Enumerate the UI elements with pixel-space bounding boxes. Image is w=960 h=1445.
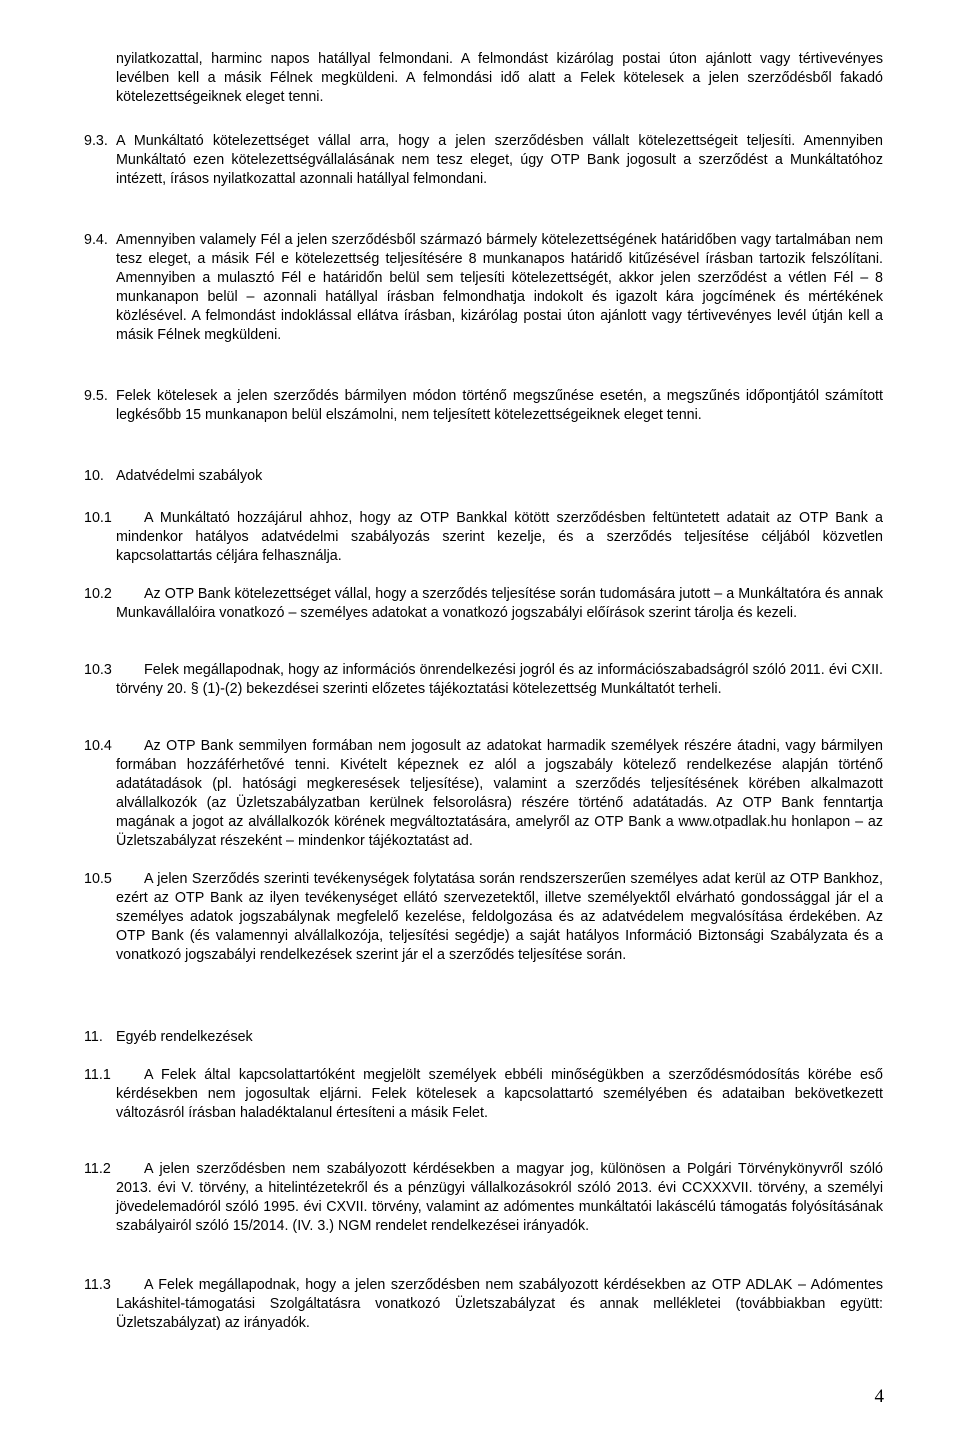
section-10-4-text: Az OTP Bank semmilyen formában nem jogosult az adatokat harmadik személyek részére átadni, vagy bármilyen formában hozzáférhetővé tenni. Kivételt képeznek ez alól a jogszabály kötelező rendelkezése alapján történő adatátadások (pl. hatósági megkeresések teljesítése), valamint a szerződés teljesítésének körében alkalmazott alvállalkozók (az Üzletszabályzatban kerülnek felsorolásra) részére történő adatátadás. Az OTP Bank fenntartja magának a jogot az alvállalkozók körének megváltoztatására, amelyről az OTP Bank a www.otpadlak.hu honlapon – az Üzletszabályzat részeként – mindenkor tájékoztatást ad. xyxy=(116,738,883,849)
heading-11-title: Egyéb rendelkezések xyxy=(116,1029,253,1045)
section-10-2-number: 10.2 xyxy=(84,586,112,602)
section-9-3-number: 9.3. xyxy=(84,133,108,149)
section-9-4 xyxy=(116,231,883,345)
section-9-4-number: 9.4. xyxy=(84,232,108,248)
section-10-5-number: 10.5 xyxy=(84,871,112,887)
section-9-3-text: A Munkáltató kötelezettséget vállal arra, hogy a jelen szerződésben vállalt kötelezettségeit teljesíti. Amennyiben Munkáltató ezen kötelezettségvállalásának nem tesz eleget, úgy OTP Bank jogosult a szerződést a Munkáltatóhoz intézett, írásos nyilatkozattal azonnali hatállyal felmondani. xyxy=(116,133,883,187)
section-11-3-text: A Felek megállapodnak, hogy a jelen szerződésben nem szabályozott kérdésekben az OTP ADLAK – Adómentes Lakáshitel-támogatási Szolgáltatásra vonatkozó Üzletszabályzat és annak mellékletei (továbbiakban együtt: Üzletszabályzat) az irányadók. xyxy=(116,1277,883,1331)
section-10-5-text: A jelen Szerződés szerinti tevékenységek folytatása során rendszerszerűen személyes adat kerül az OTP Bankhoz, ezért az OTP Bank az ilyen tevékenységet ellátó szervezetektől, illetve személyektől elvárható gondossággal jár el a személyes adatok jogszabálynak megfelelő kezelése, feldolgozása és az adatvédelem megvalósítása érdekében. Az OTP Bank (és valamennyi alvállalkozója, teljesítési segédje) a saját hatályos Információ Biztonsági Szabályzata és a vonatkozó jogszabályi rendelkezések szerint jár el a szerződés teljesítése során. xyxy=(116,871,883,963)
heading-11 xyxy=(84,1028,253,1047)
section-10-3-number: 10.3 xyxy=(84,662,112,678)
section-11-1-text: A Felek által kapcsolattartóként megjelölt személyek ebbéli minőségükben a szerződésmódosítás körébe eső kérdésekben nem jogosultak eljárni. Felek kötelesek a kapcsolattartó személyében és adataiban bekövetkezett változásról írásban haladéktalanul értesíteni a másik Felet. xyxy=(116,1067,883,1121)
section-11-3 xyxy=(116,1276,883,1333)
section-9-5-number: 9.5. xyxy=(84,388,108,404)
page-number: 4 xyxy=(874,1386,884,1407)
section-10-1-number: 10.1 xyxy=(84,510,112,526)
section-11-2-text: A jelen szerződésben nem szabályozott kérdésekben a magyar jog, különösen a Polgári Törvénykönyvről szóló 2013. évi V. törvény, a hitelintézetekről és a pénzügyi vállalkozásokról szóló 2013. évi CCXXXVII. törvény, a személyi jövedelemadóról szóló 1995. évi CXVII. törvény, valamint az adómentes munkáltatói lakáscélú támogatás folyósításának szabályairól szóló 15/2014. (IV. 3.) NGM rendelet rendelkezései irányadók. xyxy=(116,1161,883,1234)
section-11-2-number: 11.2 xyxy=(84,1161,111,1177)
section-11-1-number: 11.1 xyxy=(84,1067,111,1083)
heading-10 xyxy=(84,467,262,486)
heading-11-number: 11. xyxy=(84,1029,103,1045)
section-9-5-text: Felek kötelesek a jelen szerződés bármilyen módon történő megszűnése esetén, a megszűnés időpontjától számított legkésőbb 15 munkanapon belül elszámolni, nem teljesített kötelezettségeiknek eleget tenni. xyxy=(116,388,883,423)
section-9-4-text: Amennyiben valamely Fél a jelen szerződésből származó bármely kötelezettségének határidőben vagy tartalmában nem tesz eleget, a másik Fél e kötelezettség teljesítésére 8 munkanapos határidő kitűzésével írásban tartozik felszólítani. Amennyiben a mulasztó Fél e határidőn belül sem teljesíti kötelezettségét, akkor jelen szerződést a vétlen Fél – 8 munkanapon belül – azonnali hatállyal írásban felmondhatja indokolt és igazolt kára jogcímének és mértékének közlésével. A felmondást indoklással ellátva írásban, kizárólag postai úton ajánlott vagy tértivevényes levél útján kell a másik Félnek megküldeni. xyxy=(116,232,883,343)
section-11-1 xyxy=(116,1066,883,1123)
intro-text: nyilatkozattal, harminc napos hatállyal felmondani. A felmondást kizárólag postai úton ajánlott vagy tértivevényes levélben kell a másik Félnek megküldeni. A felmondási idő alatt a Felek kötelesek a jelen szerződésből fakadó kötelezettségeiknek eleget tenni. xyxy=(116,51,883,105)
section-10-1-text: A Munkáltató hozzájárul ahhoz, hogy az OTP Bankkal kötött szerződésben feltüntetett adatait az OTP Bank a mindenkor hatályos adatvédelmi szabályozás szerint kezelje, és a szerződés teljesítése céljából közvetlen kapcsolattartás céljára felhasználja. xyxy=(116,510,883,564)
heading-10-number: 10. xyxy=(84,468,104,484)
section-10-2 xyxy=(116,585,883,623)
section-10-3 xyxy=(116,661,883,699)
section-10-4-number: 10.4 xyxy=(84,738,112,754)
section-11-3-number: 11.3 xyxy=(84,1277,111,1293)
heading-10-title: Adatvédelmi szabályok xyxy=(116,468,263,484)
section-10-2-text: Az OTP Bank kötelezettséget vállal, hogy a szerződés teljesítése során tudomására jutott – a Munkáltatóra és annak Munkavállalóira vonatkozó – személyes adatokat a vonatkozó jogszabályi előírások szerint tárolja és kezeli. xyxy=(116,586,883,621)
section-10-1 xyxy=(116,509,883,566)
section-9-5 xyxy=(116,387,883,425)
section-9-3 xyxy=(116,132,883,189)
section-10-5 xyxy=(116,870,883,965)
intro-paragraph xyxy=(116,50,883,107)
section-11-2 xyxy=(116,1160,883,1236)
section-10-4 xyxy=(116,737,883,851)
section-10-3-text: Felek megállapodnak, hogy az információs önrendelkezési jogról és az információszabadságról szóló 2011. évi CXII. törvény 20. § (1)-(2) bekezdései szerinti előzetes tájékoztatási kötelezettség Munkáltatót terheli. xyxy=(116,662,883,697)
